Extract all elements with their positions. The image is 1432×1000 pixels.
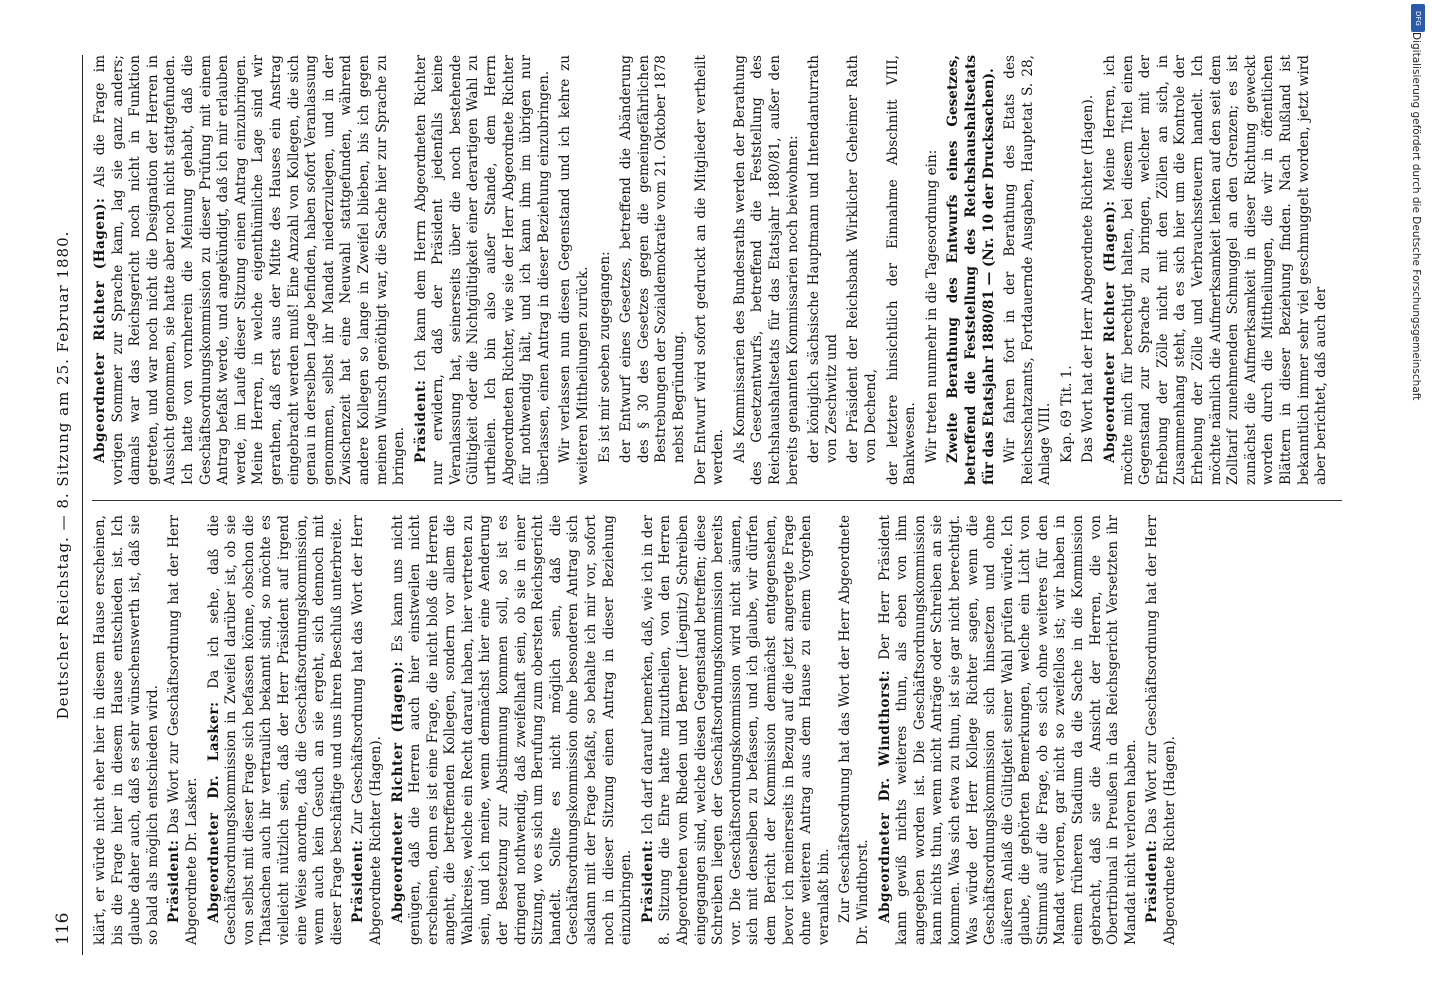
speech-paragraph: [413, 55, 554, 485]
indented-item: der Entwurf eines Gesetzes, betreffend die Abänderung des § 30 des Gesetzes gegen die gemeingefährlichen Bestrebungen der Sozialdemokratie vom 21. Oktober 1878 nebst Begründung.: [618, 55, 687, 463]
speaker-name: Abgeordneter Richter (Hagen):: [92, 197, 108, 463]
text-paragraph: der letztere hinsichtlich der Einnahme Abschnitt VIII, Bankwesen.: [884, 55, 919, 485]
speech-text: Ich darf darauf bemerken, daß, wie ich in der 8. Sitzung die Ehre hatte mitzutheilen, von den Herren Abgeordneten vom Rheden und Berner (Liegnitz) Schreiben eingegangen sind, welche diesen Gegenstand betreffen; diese Schreiben liegen der Geschäftsordnungskommission bereits vor. Die Geschäftsordnungskommission wird nicht säumen, sich mit denselben zu befassen, und ich glaube, wir dürfen dem Bericht der Kommission demnächst entgegensehen, bevor ich meinerseits in Bezug auf die jetzt angeregte Frage ohne weiteren Antrag aus dem Hause zu einem Vorgehen veranlaßt bin.: [639, 515, 832, 945]
indented-item: der königlich sächsische Hauptmann und Intendanturrath von Zeschwitz und: [806, 55, 840, 463]
speech-paragraph: [350, 515, 385, 945]
speech-text: Es kann uns nicht genügen, daß die Herren auch hier einstweilen nicht erscheinen, denn es ist eine Frage, die nicht bloß die Herren angeht, die betreffenden Kollegen, sondern vor allem die Wahlkreise, welche ein Recht darauf haben, hier vertreten zu sein, und ich meine, wenn demnächst hier eine Aenderung der Besetzung zur Abstimmung kommen soll, so ist es dringend nothwendig, daß zweifelhaft sein, ob sie in einer Sitzung, wo es sich um Berufung zum obersten Reichsgericht handelt. Sollte es nicht möglich sein, daß die Geschäftsordnungskommission ohne besonderen Antrag sich alsdann mit der Frage befaßt, so behalte ich mir vor, sofort noch in dieser Sitzung einen Antrag in dieser Beziehung einzubringen.: [389, 515, 635, 945]
speech-text: Da ich sehe, daß die Geschäftsordnungskommission in Zweifel darüber ist, ob sie von selbst mit dieser Frage sich befassen könne, obschon die Thatsachen auch ihr vertraulich bekannt sind, so möchte es vielleicht nützlich sein, daß der Herr Präsident auf irgend eine Weise anordne, daß die Geschäftsordnungskommission, wenn auch kein Gesuch an sie ergeht, sich dennoch mit dieser Frage beschäftige und uns ihren Beschluß unterbreite.: [205, 515, 345, 945]
text-paragraph: Als Kommissarien des Bundesraths werden der Berathung des Gesetzentwurfs, betreffend die Feststellung des Reichshaushaltsetats für das Etatsjahr 1880/81, außer den bereits genannten Kommissarien noch beiwohnen:: [731, 55, 801, 485]
text-paragraph: Das Wort hat der Herr Abgeordnete Richter (Hagen).: [1080, 94, 1097, 463]
speaker-name: Präsident:: [166, 839, 183, 923]
scanned-page: [30, 25, 1360, 985]
speaker-name: Präsident:: [639, 839, 656, 923]
agenda-item: Zweite Berathung des Entwurfs eines Gesetzes, betreffend die Feststellung des Reichshaushaltsetats für das Etatsjahr 1880/81 — (Nr. 10 der Drucksachen).: [945, 55, 997, 485]
speech-paragraph: [1144, 515, 1179, 945]
text-paragraph: Der Entwurf wird sofort gedruckt an die Mitglieder vertheilt werden.: [692, 55, 727, 485]
text-paragraph: Wir treten nunmehr in die Tagesordnung ein:: [923, 149, 940, 463]
speech-paragraph: [640, 515, 834, 945]
dfg-logo: DFG: [1411, 4, 1425, 32]
speaker-name: Abgeordneter Richter (Hagen):: [1102, 200, 1119, 463]
speech-paragraph: [92, 55, 409, 485]
speech-text: Der Herr Präsident kann gewiß nichts weiteres thun, als eben von ihm angegeben worden ist. Die Geschäftsordnungskommission kann nichts thun, wenn nicht Anträge oder Schreiben an sie kommen. Was sich etwa zu thun, ist sie gar nicht berechtigt. Was würde der Herr Kollege Richter sagen, wenn die Geschäftsordnungskommission sich hinsetzen und ohne äußeren Anlaß die Gültigkeit seiner Wahl prüfen würde. Ich glaube, die gehörten Bemerkungen, welche ein Licht von Stimmuß auf die Frage, ob es sich ohne weiteres für den Mandat verloren, gar nicht so zweifellos ist; wir haben in einem früheren Stadium da die Sache in die Kommission gebracht, daß sie die Ansicht der Herren, die von Obertribunal in Preußen in das Reichsgericht Versetzten ihr Mandat nicht verloren haben.: [876, 515, 1139, 945]
speaker-name: Abgeordneter Richter (Hagen):: [389, 660, 406, 923]
speaker-name: Präsident:: [1144, 839, 1161, 923]
text-paragraph: Es ist mir soeben zugegangen:: [596, 251, 613, 463]
speaker-name: Präsident:: [412, 379, 429, 463]
text-paragraph: Kap. 69 Tit. 1.: [1058, 365, 1075, 463]
indented-item: der Präsident der Reichsbank Wirklicher Geheimer Rath von Dechend,: [845, 55, 879, 463]
text-paragraph: klärt, er würde nicht eher hier in diesem Hause erscheinen, bis die Frage hier in diesem Hause entschieden ist. Ich glaube daher auch, daß es sehr wünschenswerth ist, daß sie so bald als möglich entschieden wird.: [92, 515, 161, 945]
funding-notice: Digitalisierung gefördert durch die Deutsche Forschungsgemeinschaft: [1410, 32, 1422, 401]
page-number: 116: [53, 912, 73, 945]
text-paragraph: Wir verlassen nun diesen Gegenstand und ich kehre zu weiteren Mittheilungen zurück.: [557, 55, 592, 485]
speech-text: Meine Herren, ich möchte mich für berechtigt halten, bei diesem Titel einen Gegenstand zur Sprache zu bringen, welcher mit der Erhebung der Zölle nicht mit den Zöllen an sich, in Zusammenhang steht, da es sich hier um die Kontrole der Erhebung der Zölle und Verbrauchssteuern handelt. Ich möchte nämlich die Aufmerksamkeit lenken auf den seit dem Zolltarif zunehmenden Schmuggel an den Grenzen; es ist zunächst die Aufmerksamkeit in dieser Richtung geweckt worden durch die Mittheilungen, die wir in öffentlichen Blättern in dieser Beziehung finden. Nach Rußland ist bekanntlich immer sehr viel geschmuggelt worden, jetzt wird aber berichtet, daß auch der: [1102, 55, 1330, 485]
speech-paragraph: [166, 515, 201, 945]
speech-paragraph: [877, 515, 1141, 945]
speaker-name: Präsident:: [350, 839, 367, 923]
speech-paragraph: [390, 515, 636, 945]
speaker-name: Abgeordneter Dr. Lasker:: [205, 701, 222, 923]
speech-paragraph: [1102, 55, 1331, 485]
column-divider: [92, 500, 1342, 501]
speech-text: Zur Geschäftsordnung hat das Wort der Herr Abgeordnete Richter (Hagen).: [350, 515, 384, 945]
speech-text: Ich kann dem Herrn Abgeordneten Richter nur erwidern, daß der Präsident jedenfalls keine Veranlassung hat, seinerseits über die noch bestehende Gültigkeit oder die Nichtgültigkeit einer derartigen Wahl zu urtheilen. Ich bin also außer Stande, dem Herrn Abgeordneten Richter, wie sie der Herr Abgeordnete Richter für nothwendig hält, und ich kann ihm im übrigen nur überlassen, einen Antrag in dieser Beziehung einzubringen.: [412, 55, 552, 485]
watermark-strip: [1405, 0, 1427, 1000]
speaker-name: Abgeordneter Dr. Windthorst:: [876, 669, 893, 923]
speech-paragraph: [206, 515, 347, 945]
page-title: Deutscher Reichstag. — 8. Sitzung am 25. Februar 1880.: [54, 230, 72, 720]
left-column: [92, 515, 1347, 945]
speech-text: Das Wort zur Geschäftsordnung hat der Herr Abgeordnete Richter (Hagen).: [1144, 515, 1179, 945]
text-paragraph: Wir fahren fort in der Berathung des Etats des Reichsschatzamts, Fortdauernde Ausgaben, Hauptetat S. 28, Anlage VIII.: [1002, 55, 1054, 485]
text-paragraph: Zur Geschäftsordnung hat das Wort der Herr Abgeordnete Dr. Windthorst.: [837, 515, 871, 945]
speech-text: Das Wort zur Geschäftsordnung hat der Herr Abgeordnete Dr. Lasker.: [166, 515, 200, 945]
speech-text: Als die Frage im vorigen Sommer zur Sprache kam, lag sie ganz anders; damals war das Reichsgericht noch nicht in Funktion getreten, und war noch nicht die Designation der Herren in Aussicht genommen, sie hatte aber noch nicht stattgefunden. Ich hatte von vornherein die Meinung gehabt, daß die Geschäftsordnungskommission zu dieser Prüfung mit einem Antrag befaßt werde, und angekündigt, daß ich mir erlauben werde, im Laufe dieser Sitzung einen Antrag einzubringen. Meine Herren, in welche eigenthümliche Lage sind wir gerathen, daß erst aus der Mitte des Hauses ein Anstrag eingebracht werden muß! Eine Anzahl von Kollegen, die sich genau in derselben Lage befinden, haben sofort Veranlassung genommen, selbst ihr Mandat niederzulegen, und in der Zwischenzeit hat eine Neuwahl stattgefunden, während andere Kollegen so lange in Zweifel blieben, bis ich gegen meinen Wunsch genöthigt war, die Sache hier zur Sprache zu bringen.: [92, 55, 408, 485]
right-column: [92, 55, 1347, 485]
page-header: [48, 65, 78, 945]
header-rule: [82, 55, 83, 955]
